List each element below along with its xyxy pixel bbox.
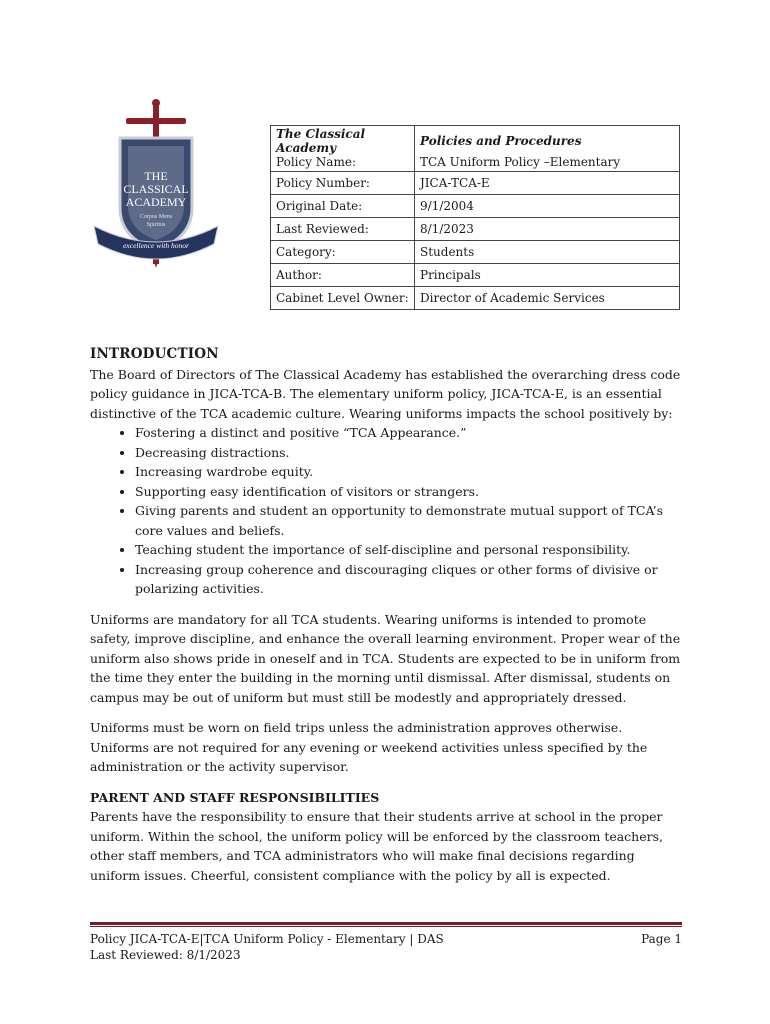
sword-crossguard [126,118,186,124]
meta-row [271,264,680,287]
banner-text: excellence with honor [123,241,189,250]
footer-reviewed-line: Last Reviewed: 8/1/2023 [90,948,241,962]
meta-label: Author: [271,264,415,287]
meta-row [271,155,680,172]
field-trip-paragraph: Uniforms must be worn on field trips unless the administration approves otherwise. Uniforms are not required for any evening or weekend activities unless specified by the administration or the activity supervisor. [90,720,648,774]
list-item: • Teaching student the importance of self-discipline and personal responsibility. [135,540,682,560]
footer-divider [90,922,682,925]
footer-policy-line: Policy JICA-TCA-E|TCA Uniform Policy - Elementary | DAS [90,932,444,946]
meta-value: Principals [415,264,680,287]
meta-label: Policy Name: [271,155,415,172]
page-footer [90,931,682,963]
meta-label: Last Reviewed: [271,218,415,241]
meta-label: Original Date: [271,195,415,218]
meta-header-right: Policies and Procedures [415,126,680,156]
responsibilities-heading: PARENT AND STAFF RESPONSIBILITIES [90,789,380,805]
meta-header-row [271,126,680,156]
benefits-list [90,423,682,599]
school-crest-logo [90,98,222,268]
meta-value: 8/1/2023 [415,218,680,241]
meta-row [271,195,680,218]
meta-label: Category: [271,241,415,264]
list-item: • Increasing wardrobe equity. [135,462,682,482]
list-item: • Fostering a distinct and positive “TCA Appearance.” [135,423,682,443]
intro-paragraph: The Board of Directors of The Classical Academy has established the overarching dress code policy guidance in JICA-TCA-B. The elementary uniform policy, JICA-TCA-E, is an essential distinctive of the TCA academic culture. Wearing uniforms impacts the school positively by: [90,366,681,421]
sword-pommel [152,99,160,107]
crest-motto1: Corpus Mens [139,214,173,220]
meta-value: Students [415,241,680,264]
crest-line3: ACADEMY [125,195,187,209]
list-item: • Increasing group coherence and discouraging cliques or other forms of divisive or polarizing activities. [135,560,682,599]
crest-line2: CLASSICAL [123,182,189,196]
meta-row [271,172,680,195]
policy-meta-table [270,125,680,310]
policy-body [90,345,682,885]
meta-header-left: The Classical Academy [271,126,415,156]
meta-row [271,241,680,264]
intro-heading: INTRODUCTION [90,346,219,362]
meta-value: Director of Academic Services [415,287,680,310]
meta-label: Cabinet Level Owner: [271,287,415,310]
meta-row [271,287,680,310]
list-item: • Giving parents and student an opportunity to demonstrate mutual support of TCA’s core values and beliefs. [135,501,682,540]
page-number: Page 1 [641,932,682,946]
meta-label: Policy Number: [271,172,415,195]
responsibilities-paragraph: Parents have the responsibility to ensure that their students arrive at school in the proper uniform. Within the school, the uniform policy will be enforced by the classroom teachers, other staff members, and TCA administrators who will make final decisions regarding uniform issues. Cheerful, consistent compliance with the policy by all is expected. [90,809,663,883]
list-item: • Decreasing distractions. [135,443,682,463]
meta-value: 9/1/2004 [415,195,680,218]
uniform-mandatory-paragraph: Uniforms are mandatory for all TCA students. Wearing uniforms is intended to promote safety, improve discipline, and enhance the overall learning environment. Proper wear of the uniform also shows pride in oneself and in TCA. Students are expected to be in uniform from the time they enter the building in the morning until dismissal. After dismissal, students on campus may be out of uniform but must still be modestly and appropriately dressed. [90,611,681,705]
meta-row [271,218,680,241]
meta-value: TCA Uniform Policy –Elementary [415,155,680,172]
crest-line1: THE [144,169,168,183]
crest-motto2: Spiritus [146,222,166,228]
list-item: • Supporting easy identification of visitors or strangers. [135,482,682,502]
footer-divider-thin [90,926,682,927]
meta-value: JICA-TCA-E [415,172,680,195]
